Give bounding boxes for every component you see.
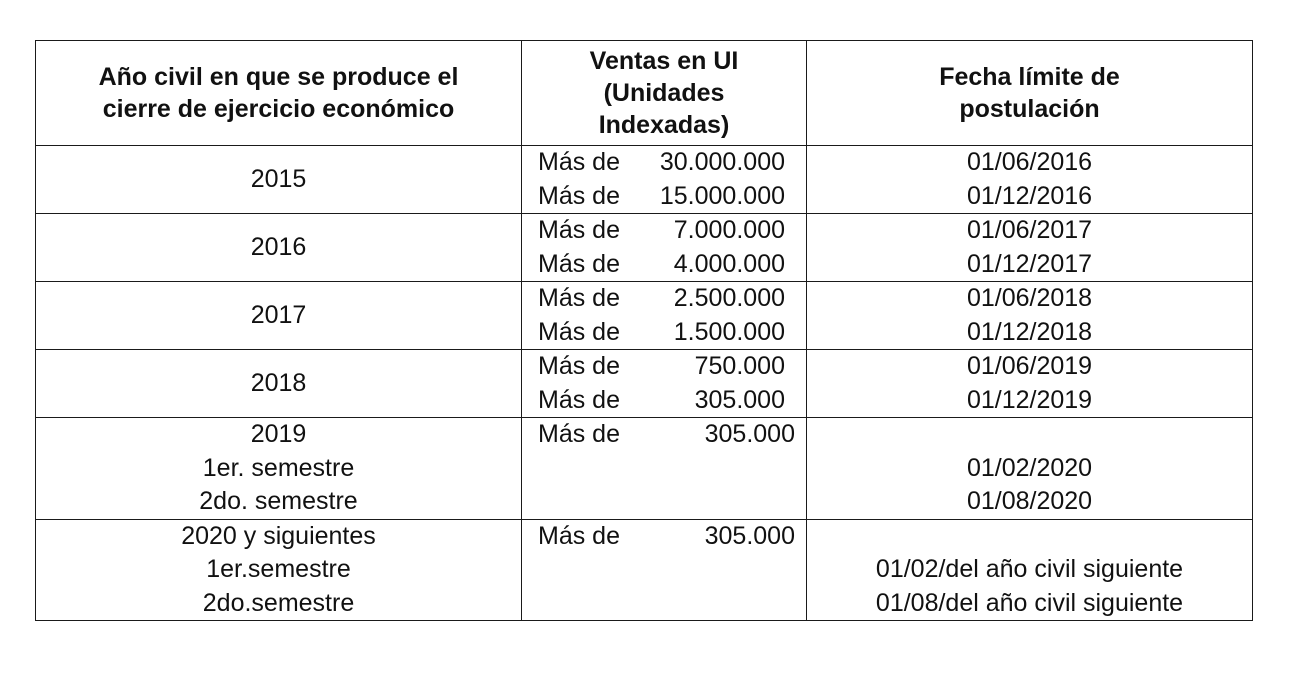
deadline-cell <box>807 214 1253 282</box>
sales-cell <box>522 418 807 520</box>
header-deadline-line: Fecha límite de <box>939 63 1120 91</box>
year-cell <box>36 418 522 520</box>
sales-line <box>538 520 806 554</box>
table-row <box>36 146 1253 214</box>
sales-amount: 30.000.000 <box>659 148 785 176</box>
deadline-cell <box>807 519 1253 621</box>
sales-prefix: Más de <box>538 352 620 380</box>
header-sales-line: (Unidades <box>603 79 725 107</box>
sales-amount: 305.000 <box>704 521 795 550</box>
table-row <box>36 282 1253 350</box>
deadline-date: 01/12/2017 <box>966 249 1093 278</box>
header-sales-ui <box>522 41 807 146</box>
year-cell <box>36 146 522 214</box>
sales-cell <box>522 519 807 621</box>
deadline-cell <box>807 350 1253 418</box>
sales-line <box>538 180 806 214</box>
deadline-date: 01/08/2020 <box>966 487 1093 515</box>
deadline-date: 01/06/2019 <box>966 352 1093 380</box>
table-row <box>36 214 1253 282</box>
deadline-date <box>807 418 1252 452</box>
sales-line <box>538 350 806 384</box>
sales-cell <box>522 282 807 350</box>
deadline-date: 01/06/2018 <box>966 284 1093 312</box>
sales-amount: 305.000 <box>704 420 795 448</box>
semester-label: 1er. semestre <box>202 453 355 482</box>
deadline-date: 01/06/2017 <box>966 216 1093 244</box>
semester-label: 2do. semestre <box>199 487 358 515</box>
year-cell <box>36 350 522 418</box>
deadline-cell <box>807 282 1253 350</box>
sales-prefix: Más de <box>538 284 620 312</box>
semester-label: 1er.semestre <box>206 555 351 583</box>
sales-prefix: Más de <box>538 148 620 176</box>
deadline-date: 01/12/2018 <box>966 317 1093 346</box>
sales-prefix: Más de <box>538 317 620 346</box>
sales-prefix: Más de <box>538 521 620 550</box>
year-label: 2016 <box>250 232 307 261</box>
year-label: 2015 <box>250 164 307 193</box>
header-sales-line: Ventas en UI <box>589 47 739 75</box>
year-cell <box>36 282 522 350</box>
deadline-cell <box>807 418 1253 520</box>
sales-amount: 2.500.000 <box>673 284 785 312</box>
table-row <box>36 350 1253 418</box>
deadline-date: 01/02/2020 <box>966 453 1093 482</box>
sales-amount: 750.000 <box>694 352 785 380</box>
deadline-date: 01/08/del año civil siguiente <box>875 588 1184 617</box>
header-row <box>36 41 1253 146</box>
header-fiscal-year-line: Año civil en que se produce el <box>98 63 459 91</box>
deadline-date: 01/06/2016 <box>966 148 1093 176</box>
sales-prefix: Más de <box>538 181 620 210</box>
sales-prefix: Más de <box>538 216 620 244</box>
sales-cell <box>522 146 807 214</box>
year-cell <box>36 214 522 282</box>
sales-line <box>538 384 806 418</box>
deadline-date: 01/02/del año civil siguiente <box>875 555 1184 583</box>
sales-line <box>538 418 806 452</box>
sales-line <box>538 282 806 316</box>
sales-prefix: Más de <box>538 249 620 278</box>
deadline-date: 01/12/2016 <box>966 181 1093 210</box>
deadline-date <box>807 520 1252 554</box>
deadline-date: 01/12/2019 <box>966 385 1093 414</box>
year-label: 2017 <box>250 300 307 329</box>
sales-amount: 15.000.000 <box>659 181 785 210</box>
sales-line <box>538 248 806 282</box>
header-fiscal-year-line: cierre de ejercicio económico <box>102 95 455 123</box>
semester-label: 2do.semestre <box>202 588 355 617</box>
sales-amount: 305.000 <box>694 385 785 414</box>
table-row <box>36 418 1253 520</box>
year-cell <box>36 519 522 621</box>
sales-prefix: Más de <box>538 385 620 414</box>
table-row <box>36 519 1253 621</box>
sales-cell <box>522 350 807 418</box>
sales-cell <box>522 214 807 282</box>
sales-line <box>538 316 806 350</box>
sales-amount: 1.500.000 <box>673 317 785 346</box>
year-label: 2019 <box>250 420 307 448</box>
deadline-cell <box>807 146 1253 214</box>
sales-amount: 7.000.000 <box>673 216 785 244</box>
sales-amount: 4.000.000 <box>673 249 785 278</box>
header-deadline-line: postulación <box>959 95 1100 123</box>
header-fiscal-year <box>36 41 522 146</box>
header-deadline <box>807 41 1253 146</box>
year-label: 2020 y siguientes <box>181 521 376 550</box>
deadline-table <box>35 40 1253 621</box>
sales-prefix: Más de <box>538 420 620 448</box>
year-label: 2018 <box>250 368 307 397</box>
sales-line <box>538 214 806 248</box>
sales-line <box>538 146 806 180</box>
header-sales-line: Indexadas) <box>598 111 730 139</box>
